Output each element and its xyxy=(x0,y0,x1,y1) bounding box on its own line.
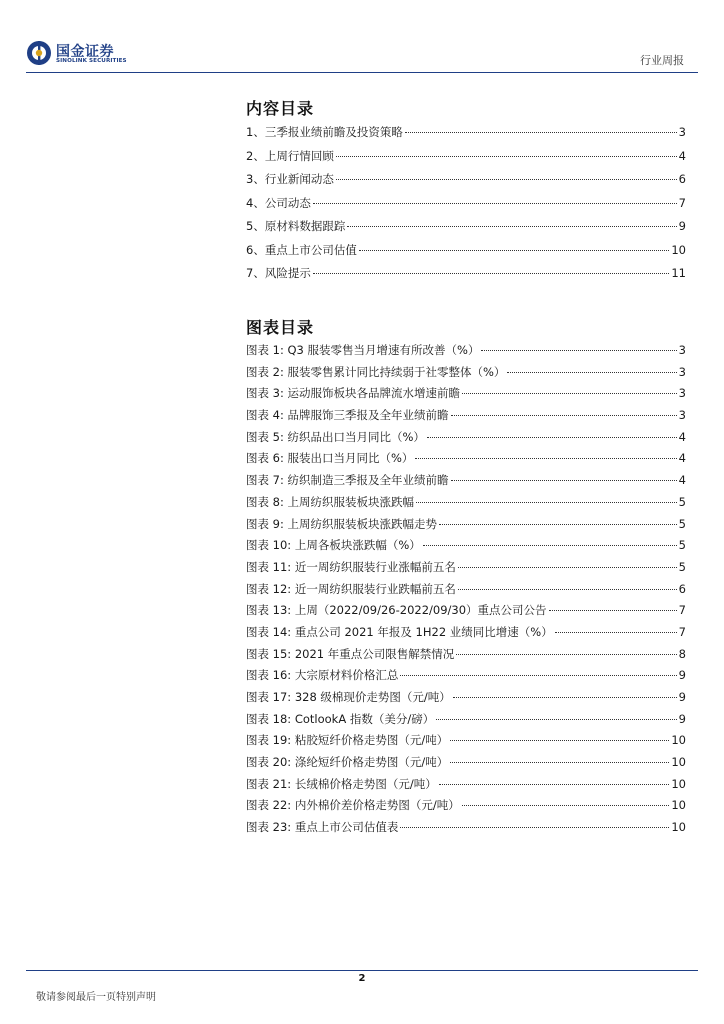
toc-entry-label: 2、上周行情回顾 xyxy=(246,148,334,163)
header-divider xyxy=(26,72,698,73)
toc-entry-page: 4 xyxy=(678,148,686,163)
figure-entry-page: 3 xyxy=(678,364,686,379)
figure-entry-page: 9 xyxy=(678,711,686,726)
figure-entry-page: 10 xyxy=(671,798,686,813)
dot-leader xyxy=(481,350,676,351)
figure-entry[interactable] xyxy=(246,342,686,364)
figure-entry-page: 10 xyxy=(671,820,686,835)
figure-entry-page: 9 xyxy=(678,668,686,683)
toc-entry-page: 6 xyxy=(678,172,686,186)
figure-entry-label: 图表 14: 重点公司 2021 年报及 1H22 业绩同比增速（%） xyxy=(246,624,553,639)
dot-leader xyxy=(507,372,676,373)
figure-entry[interactable] xyxy=(246,624,686,646)
dot-leader xyxy=(336,156,677,157)
dot-leader xyxy=(336,179,677,180)
figure-entry[interactable] xyxy=(246,472,686,494)
figure-entry-label: 图表 19: 粘胶短纤价格走势图（元/吨） xyxy=(246,733,449,748)
figure-entry[interactable] xyxy=(246,581,686,603)
dot-leader xyxy=(427,437,677,438)
toc-entry-label: 1、三季报业绩前瞻及投资策略 xyxy=(246,125,403,139)
figure-entry-page: 4 xyxy=(678,451,686,466)
dot-leader xyxy=(415,458,676,459)
toc-entry[interactable] xyxy=(246,218,686,242)
figure-entry-page: 5 xyxy=(678,494,686,509)
figure-entry[interactable] xyxy=(246,732,686,754)
dot-leader xyxy=(400,675,676,676)
figure-entry-label: 图表 7: 纺织制造三季报及全年业绩前瞻 xyxy=(246,473,449,488)
dot-leader xyxy=(423,545,677,546)
toc-entry-page: 3 xyxy=(678,125,686,139)
figure-entry-page: 5 xyxy=(678,516,686,531)
dot-leader xyxy=(313,273,670,274)
figure-entry-label: 图表 21: 长绒棉价格走势图（元/吨） xyxy=(246,776,437,791)
dot-leader xyxy=(416,502,677,503)
dot-leader xyxy=(555,632,677,633)
figure-entry[interactable] xyxy=(246,646,686,668)
figure-entry-label: 图表 5: 纺织品出口当月同比（%） xyxy=(246,429,425,444)
dot-leader xyxy=(462,805,670,806)
figure-entry-label: 图表 13: 上周（2022/09/26-2022/09/30）重点公司公告 xyxy=(246,603,547,618)
figure-entry[interactable] xyxy=(246,797,686,819)
toc-entry[interactable] xyxy=(246,242,686,266)
dot-leader xyxy=(439,524,677,525)
toc-entry-label: 4、公司动态 xyxy=(246,195,311,210)
dot-leader xyxy=(451,480,677,481)
figure-entry[interactable] xyxy=(246,407,686,429)
toc-entry-label: 5、原材料数据跟踪 xyxy=(246,219,346,233)
figure-entry-label: 图表 8: 上周纺织服装板块涨跌幅 xyxy=(246,494,415,509)
figure-entry-page: 7 xyxy=(678,624,686,639)
figure-entry-label: 图表 3: 运动服饰板块各品牌流水增速前瞻 xyxy=(246,386,461,401)
toc-entry[interactable] xyxy=(246,148,686,172)
brand-logo xyxy=(26,40,136,68)
toc-entry-label: 7、风险提示 xyxy=(246,266,311,280)
figure-entry[interactable] xyxy=(246,516,686,538)
dot-leader xyxy=(458,589,677,590)
toc-entry[interactable] xyxy=(246,195,686,219)
toc-entry[interactable] xyxy=(246,265,686,289)
dot-leader xyxy=(439,784,670,785)
dot-leader xyxy=(313,203,677,204)
figure-entry-page: 3 xyxy=(678,343,686,357)
figure-entry-page: 3 xyxy=(678,386,686,401)
toc-entry-label: 6、重点上市公司估值 xyxy=(246,242,357,257)
figure-entry-page: 4 xyxy=(678,429,686,444)
dot-leader xyxy=(453,697,677,698)
brand-name-cn: 国金证券 xyxy=(56,44,114,60)
dot-leader xyxy=(405,132,677,133)
figure-entry-label: 图表 10: 上周各板块涨跌幅（%） xyxy=(246,538,421,553)
figure-entry-label: 图表 12: 近一周纺织服装行业跌幅前五名 xyxy=(246,581,456,596)
figure-entry[interactable] xyxy=(246,689,686,711)
dot-leader xyxy=(458,567,677,568)
contents-list xyxy=(246,124,686,289)
dot-leader xyxy=(456,654,676,655)
figure-entry-label: 图表 20: 涤纶短纤价格走势图（元/吨） xyxy=(246,755,449,770)
figure-entry[interactable] xyxy=(246,364,686,386)
dot-leader xyxy=(436,719,676,720)
figure-entry-label: 图表 16: 大宗原材料价格汇总 xyxy=(246,668,399,683)
figure-entry-page: 6 xyxy=(678,581,686,596)
figure-entry-page: 4 xyxy=(678,473,686,488)
toc-entry-label: 3、行业新闻动态 xyxy=(246,172,334,186)
figures-list xyxy=(246,342,686,841)
toc-entry-page: 7 xyxy=(678,195,686,210)
figure-entry-page: 10 xyxy=(671,776,686,791)
figure-entry-page: 8 xyxy=(678,646,686,661)
dot-leader xyxy=(451,415,677,416)
figure-entry-label: 图表 11: 近一周纺织服装行业涨幅前五名 xyxy=(246,559,456,574)
brand-name-en: SINOLINK SECURITIES xyxy=(56,58,127,64)
toc-entry-page: 9 xyxy=(678,219,686,233)
dot-leader xyxy=(450,762,669,763)
figure-entry[interactable] xyxy=(246,450,686,472)
toc-entry[interactable] xyxy=(246,124,686,148)
figure-entry-label: 图表 9: 上周纺织服装板块涨跌幅走势 xyxy=(246,516,438,531)
dot-leader xyxy=(347,226,676,227)
toc-entry-page: 10 xyxy=(671,242,686,257)
toc-entry[interactable] xyxy=(246,171,686,195)
report-type: 行业周报 xyxy=(640,54,684,67)
figure-entry-page: 10 xyxy=(671,733,686,748)
dot-leader xyxy=(400,827,669,828)
figure-entry[interactable] xyxy=(246,819,686,841)
figure-entry-label: 图表 22: 内外棉价差价格走势图（元/吨） xyxy=(246,798,460,813)
figure-entry-page: 7 xyxy=(678,603,686,618)
toc-entry-page: 11 xyxy=(671,266,686,280)
figure-entry[interactable] xyxy=(246,559,686,581)
dot-leader xyxy=(450,740,669,741)
figure-entry[interactable] xyxy=(246,537,686,559)
figure-entry[interactable] xyxy=(246,429,686,451)
dot-leader xyxy=(549,610,677,611)
figure-entry-label: 图表 18: CotlookA 指数（美分/磅） xyxy=(246,711,435,726)
figure-entry[interactable] xyxy=(246,385,686,407)
figures-title: 图表目录 xyxy=(246,318,315,337)
figure-entry-page: 10 xyxy=(671,755,686,770)
figure-entry-page: 9 xyxy=(678,690,686,704)
dot-leader xyxy=(359,250,670,251)
contents-title: 内容目录 xyxy=(246,99,315,118)
dot-leader xyxy=(462,393,677,394)
page-number: 2 xyxy=(358,973,366,984)
figure-entry-label: 图表 1: Q3 服装零售当月增速有所改善（%） xyxy=(246,343,480,357)
page-header xyxy=(0,0,724,74)
figure-entry-page: 5 xyxy=(678,538,686,553)
figure-entry-page: 5 xyxy=(678,559,686,574)
figure-entry-label: 图表 4: 品牌服饰三季报及全年业绩前瞻 xyxy=(246,408,449,423)
disclaimer: 敬请参阅最后一页特别声明 xyxy=(36,992,156,1003)
figure-entry-label: 图表 15: 2021 年重点公司限售解禁情况 xyxy=(246,646,455,661)
figure-entry-label: 图表 6: 服装出口当月同比（%） xyxy=(246,451,414,466)
figure-entry[interactable] xyxy=(246,754,686,776)
sinolink-logo-icon xyxy=(26,40,52,66)
figure-entry[interactable] xyxy=(246,776,686,798)
figure-entry[interactable] xyxy=(246,602,686,624)
figure-entry-label: 图表 23: 重点上市公司估值表 xyxy=(246,820,399,835)
figure-entry[interactable] xyxy=(246,711,686,733)
figure-entry-label: 图表 2: 服装零售累计同比持续弱于社零整体（%） xyxy=(246,364,506,379)
figure-entry-page: 3 xyxy=(678,408,686,423)
figure-entry-label: 图表 17: 328 级棉现价走势图（元/吨） xyxy=(246,690,451,704)
figure-entry[interactable] xyxy=(246,667,686,689)
figure-entry[interactable] xyxy=(246,494,686,516)
footer-divider xyxy=(26,970,698,971)
